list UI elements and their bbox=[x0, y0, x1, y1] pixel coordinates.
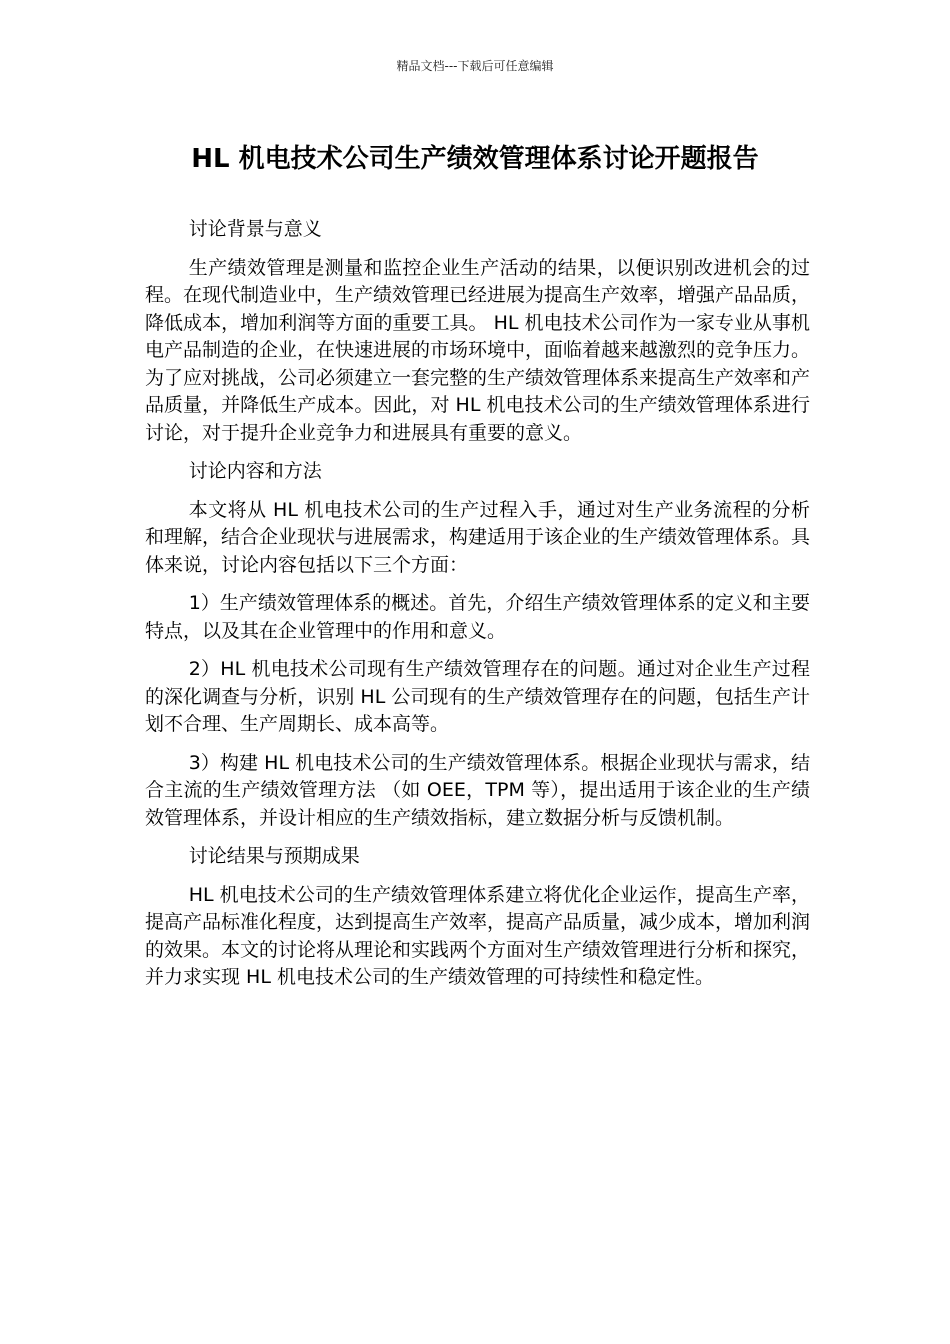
document-body bbox=[145, 216, 810, 992]
header-note: 精品文档---下载后可任意编辑 bbox=[396, 59, 554, 73]
section-heading: 讨论结果与预期成果 bbox=[188, 845, 360, 867]
section-heading: 讨论背景与意义 bbox=[188, 218, 322, 240]
list-item-paragraph: 3）构建 HL 机电技术公司的生产绩效管理体系。根据企业现状与需求，结合主流的生产绩效管理方法 （如 OEE，TPM 等），提出适用于该企业的生产绩效管理体系，并设计相应的生产绩效指标，建立数据分析与反馈机制。 bbox=[145, 751, 810, 829]
list-item-paragraph: 2）HL 机电技术公司现有生产绩效管理存在的问题。通过对企业生产过程的深化调查与分析，识别 HL 公司现有的生产绩效管理存在的问题，包括生产计划不合理、生产周期长、成本高等。 bbox=[145, 658, 810, 735]
paragraph: 生产绩效管理是测量和监控企业生产活动的结果，以便识别改进机会的过程。在现代制造业中，生产绩效管理已经进展为提高生产效率，增强产品品质，降低成本，增加利润等方面的重要工具。 HL 机电技术公司作为一家专业从事机电产品制造的企业，在快速进展的市场环境中，面临着越来越激烈的竞争压力。为了应对挑战，公司必须建立一套完整的生产绩效管理体系来提高生产效率和产品质量，并降低生产成本。因此，对 HL 机电技术公司的生产绩效管理体系进行讨论，对于提升企业竞争力和进展具有重要的意义。 bbox=[145, 256, 811, 444]
list-item-paragraph: 1）生产绩效管理体系的概述。首先，介绍生产绩效管理体系的定义和主要特点，以及其在企业管理中的作用和意义。 bbox=[145, 592, 810, 642]
document-title: HL 机电技术公司生产绩效管理体系讨论开题报告 bbox=[191, 144, 759, 174]
section-heading: 讨论内容和方法 bbox=[188, 460, 322, 482]
paragraph: HL 机电技术公司的生产绩效管理体系建立将优化企业运作，提高生产率，提高产品标准化程度，达到提高生产效率，提高产品质量，减少成本，增加利润的效果。本文的讨论将从理论和实践两个方面对生产绩效管理进行分析和探究，并力求实现 HL 机电技术公司的生产绩效管理的可持续性和稳定性。 bbox=[145, 883, 811, 988]
paragraph: 本文将从 HL 机电技术公司的生产过程入手，通过对生产业务流程的分析和理解，结合企业现状与进展需求，构建适用于该企业的生产绩效管理体系。具体来说，讨论内容包括以下三个方面： bbox=[145, 498, 811, 576]
